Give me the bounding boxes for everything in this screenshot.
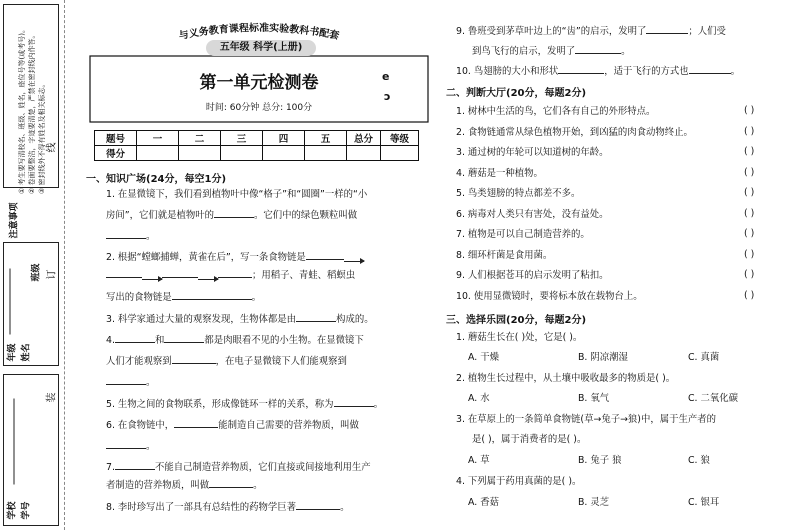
score-table-row: 得分: [95, 146, 419, 161]
question-2-line-1: 2. 根据“螳螂捕蝉，黄雀在后”，写一条食物链是: [106, 250, 364, 265]
judgement-answer-paren[interactable]: ( ): [744, 166, 755, 178]
arrow-icon: [344, 254, 364, 262]
exam-meta: 时间: 60分钟 总分: 100分: [205, 103, 313, 113]
seal-word-line: 线: [46, 142, 58, 153]
question-10: 10. 鸟翅膀的大小和形状 ，适于飞行的方式也 。: [456, 66, 741, 77]
question-1-line-1: 1. 在显微镜下，我们看到植物叶中像“格子”和“圆圈”一样的“小: [106, 189, 368, 200]
seal-line: [64, 0, 65, 530]
choice-option[interactable]: A. 香菇: [468, 497, 499, 508]
choice-option[interactable]: B. 氧气: [578, 393, 610, 404]
answer-blank[interactable]: [106, 229, 146, 239]
score-cell[interactable]: [305, 146, 347, 161]
section-2-title: 二、判断大厅(20分，每题2分): [446, 88, 587, 99]
answer-blank[interactable]: [306, 250, 344, 260]
page-title: 第一单元检测卷: [199, 73, 319, 93]
judgement-item: 4. 蘑菇是一种植物。: [456, 167, 543, 179]
score-cell[interactable]: [347, 146, 381, 161]
choice-option[interactable]: C. 狼: [688, 455, 710, 466]
notes-title: 注意事项: [9, 202, 20, 239]
question-2-line-3: 写出的食物链是 。: [106, 292, 262, 303]
judgement-answer-paren[interactable]: ( ): [744, 105, 755, 116]
answer-blank[interactable]: [162, 268, 198, 278]
student-id-label: 学号: [21, 501, 32, 520]
judgement-answer-paren[interactable]: ( ): [744, 187, 755, 198]
choice-option[interactable]: A. 草: [468, 455, 490, 466]
score-cell[interactable]: [221, 146, 263, 161]
seal-word-ding: 订: [46, 269, 58, 280]
choice-question-1: 1. 蘑菇生长在( )处，它是( )。: [456, 332, 583, 343]
choice-question-3-line-1: 3. 在草原上的一条简单食物链(草→兔子→狼)中，属于生产者的: [456, 414, 716, 425]
arc-text: 与义务教育课程标准实验教科书配套: [178, 22, 340, 43]
question-1-line-3: 。: [106, 229, 155, 244]
judgement-item: 10. 使用显微镜时，要将标本放在载物台上。: [456, 290, 643, 302]
answer-blank[interactable]: [174, 418, 218, 428]
judgement-item: 2. 食物链通常从绿色植物开始，到凶猛的肉食动物终止。: [456, 126, 693, 138]
judgement-answer-paren[interactable]: ( ): [744, 146, 755, 157]
judgement-answer-paren[interactable]: ( ): [744, 228, 755, 239]
arrow-icon: [198, 272, 218, 280]
answer-blank[interactable]: [115, 460, 155, 470]
question-4-line-2: 人们才能观察到 ，在电子显微镜下人们能观察到: [106, 356, 347, 367]
school-field[interactable]: [0, 395, 19, 485]
question-8: 8. 李时珍写出了一部具有总结性的药物学巨著 。: [106, 502, 350, 513]
choice-question-3-line-2: 是( )，属于消费者的是( )。: [472, 434, 587, 445]
score-table: [94, 130, 419, 161]
answer-blank[interactable]: [214, 208, 254, 218]
choice-question-4: 4. 下列属于药用真菌的是( )。: [456, 476, 582, 487]
judgement-item: 8. 细环杆菌是食用菌。: [456, 249, 553, 261]
question-9-line-2: 到鸟飞行的启示，发明了 。: [472, 46, 631, 57]
answer-blank[interactable]: [646, 24, 688, 34]
side-mark-2: ɔ: [384, 90, 391, 103]
school-label: 学校: [7, 501, 18, 520]
choice-option[interactable]: A. 水: [468, 393, 490, 404]
choice-option[interactable]: B. 阴凉潮湿: [578, 352, 628, 363]
notes-box: [3, 4, 59, 194]
judgement-item: 9. 人们根据苍耳的启示发明了粘扣。: [456, 270, 609, 281]
answer-blank[interactable]: [106, 375, 146, 385]
question-9-line-1: 9. 鲁班受到茅草叶边上的“齿”的启示，发明了 ；人们受: [456, 26, 726, 37]
svg-text:与义务教育课程标准实验教科书配套: [178, 21, 341, 42]
question-4-line-1: 4. 和 都是肉眼看不见的小生物。在显微镜下: [106, 335, 364, 346]
score-cell[interactable]: [263, 146, 305, 161]
question-1-line-2: 房间”，它们就是植物叶的 。它们中的绿色颗粒叫做: [106, 210, 358, 221]
judgement-answer-paren[interactable]: ( ): [744, 248, 755, 260]
answer-blank[interactable]: [106, 439, 146, 449]
judgement-item: 7. 植物是可以自己制造营养的。: [456, 229, 590, 240]
grade-label: 年级: [7, 343, 18, 362]
answer-blank[interactable]: [575, 44, 621, 54]
question-6-line-2: 。: [106, 439, 155, 454]
judgement-item: 5. 鸟类翅膀的特点都差不多。: [456, 188, 581, 199]
section-3-title: 三、选择乐园(20分，每题2分): [446, 315, 587, 326]
score-cell[interactable]: [381, 146, 419, 161]
answer-blank[interactable]: [296, 312, 336, 322]
answer-blank[interactable]: [296, 500, 340, 510]
question-5: 5. 生物之间的食物联系，形成像链环一样的关系，称为 。: [106, 399, 383, 410]
grade-subject-badge: 五年级 科学(上册): [206, 40, 316, 56]
grade-field[interactable]: [0, 265, 15, 335]
answer-blank[interactable]: [172, 354, 216, 364]
question-6-line-1: 6. 在食物链中， 能制造自己需要的营养物质，叫做: [106, 420, 359, 431]
judgement-item: 6. 病毒对人类只有害处，没有益处。: [456, 208, 609, 220]
judgement-answer-paren[interactable]: ( ): [744, 207, 755, 219]
question-7-line-1: 7. 不能自己制造营养物质，它们直接或间接地利用生产: [106, 462, 371, 473]
question-7-line-2: 者制造的营养物质，叫做 。: [106, 480, 263, 491]
choice-option[interactable]: C. 真菌: [688, 352, 720, 363]
judgement-answer-paren[interactable]: ( ): [744, 289, 755, 301]
question-4-line-3: 。: [106, 375, 155, 390]
arrow-icon: [142, 272, 162, 280]
answer-blank[interactable]: [106, 268, 142, 278]
choice-option[interactable]: A. 干燥: [468, 352, 499, 363]
seal-word-zhuang: 装: [46, 392, 58, 403]
judgement-answer-paren[interactable]: ( ): [744, 125, 755, 137]
answer-blank[interactable]: [172, 290, 252, 300]
score-cell[interactable]: [137, 146, 179, 161]
answer-blank[interactable]: [218, 268, 252, 278]
section-1-title: 一、知识广场(24分，每空1分): [86, 174, 227, 185]
score-table-header: 题号 一 二 三 四 五 总分 等级: [95, 131, 419, 146]
judgement-item: 1. 树林中生活的鸟，它们各有自己的外形特点。: [456, 106, 656, 117]
choice-option[interactable]: C. 银耳: [688, 497, 720, 508]
answer-blank[interactable]: [164, 333, 204, 343]
answer-blank[interactable]: [209, 478, 253, 488]
choice-question-2: 2. 植物生长过程中，从土壤中吸收最多的物质是( )。: [456, 373, 676, 384]
answer-blank[interactable]: [115, 333, 155, 343]
left-column: [84, 0, 434, 530]
answer-blank[interactable]: [334, 397, 374, 407]
right-column: [444, 0, 800, 530]
notes-text: ① 考生要写清校名、班级、姓名，座位号等(或考号)。 ② 卷面要整洁，字迹要清楚，严禁在密封线内作答。 ③ 密封线外不得有姓名及相关标志。: [18, 26, 46, 194]
class-label: 班级: [31, 263, 42, 282]
question-2-line-2: ；用稻子、青蛙、稻螟虫: [106, 268, 355, 283]
judgement-answer-paren[interactable]: ( ): [744, 269, 755, 280]
choice-option[interactable]: C. 二氧化碳: [688, 393, 739, 404]
answer-blank[interactable]: [689, 64, 731, 74]
question-3: 3. 科学家通过大量的观察发现，生物体都是由 构成的。: [106, 314, 374, 325]
judgement-item: 3. 通过树的年轮可以知道树的年龄。: [456, 147, 609, 158]
choice-option[interactable]: B. 兔子 狼: [578, 455, 622, 466]
name-label: 姓名: [21, 343, 32, 362]
score-cell[interactable]: [179, 146, 221, 161]
answer-blank[interactable]: [558, 64, 604, 74]
binding-sidebar: [0, 0, 62, 530]
choice-option[interactable]: B. 灵芝: [578, 497, 610, 508]
side-mark: e: [382, 70, 390, 83]
